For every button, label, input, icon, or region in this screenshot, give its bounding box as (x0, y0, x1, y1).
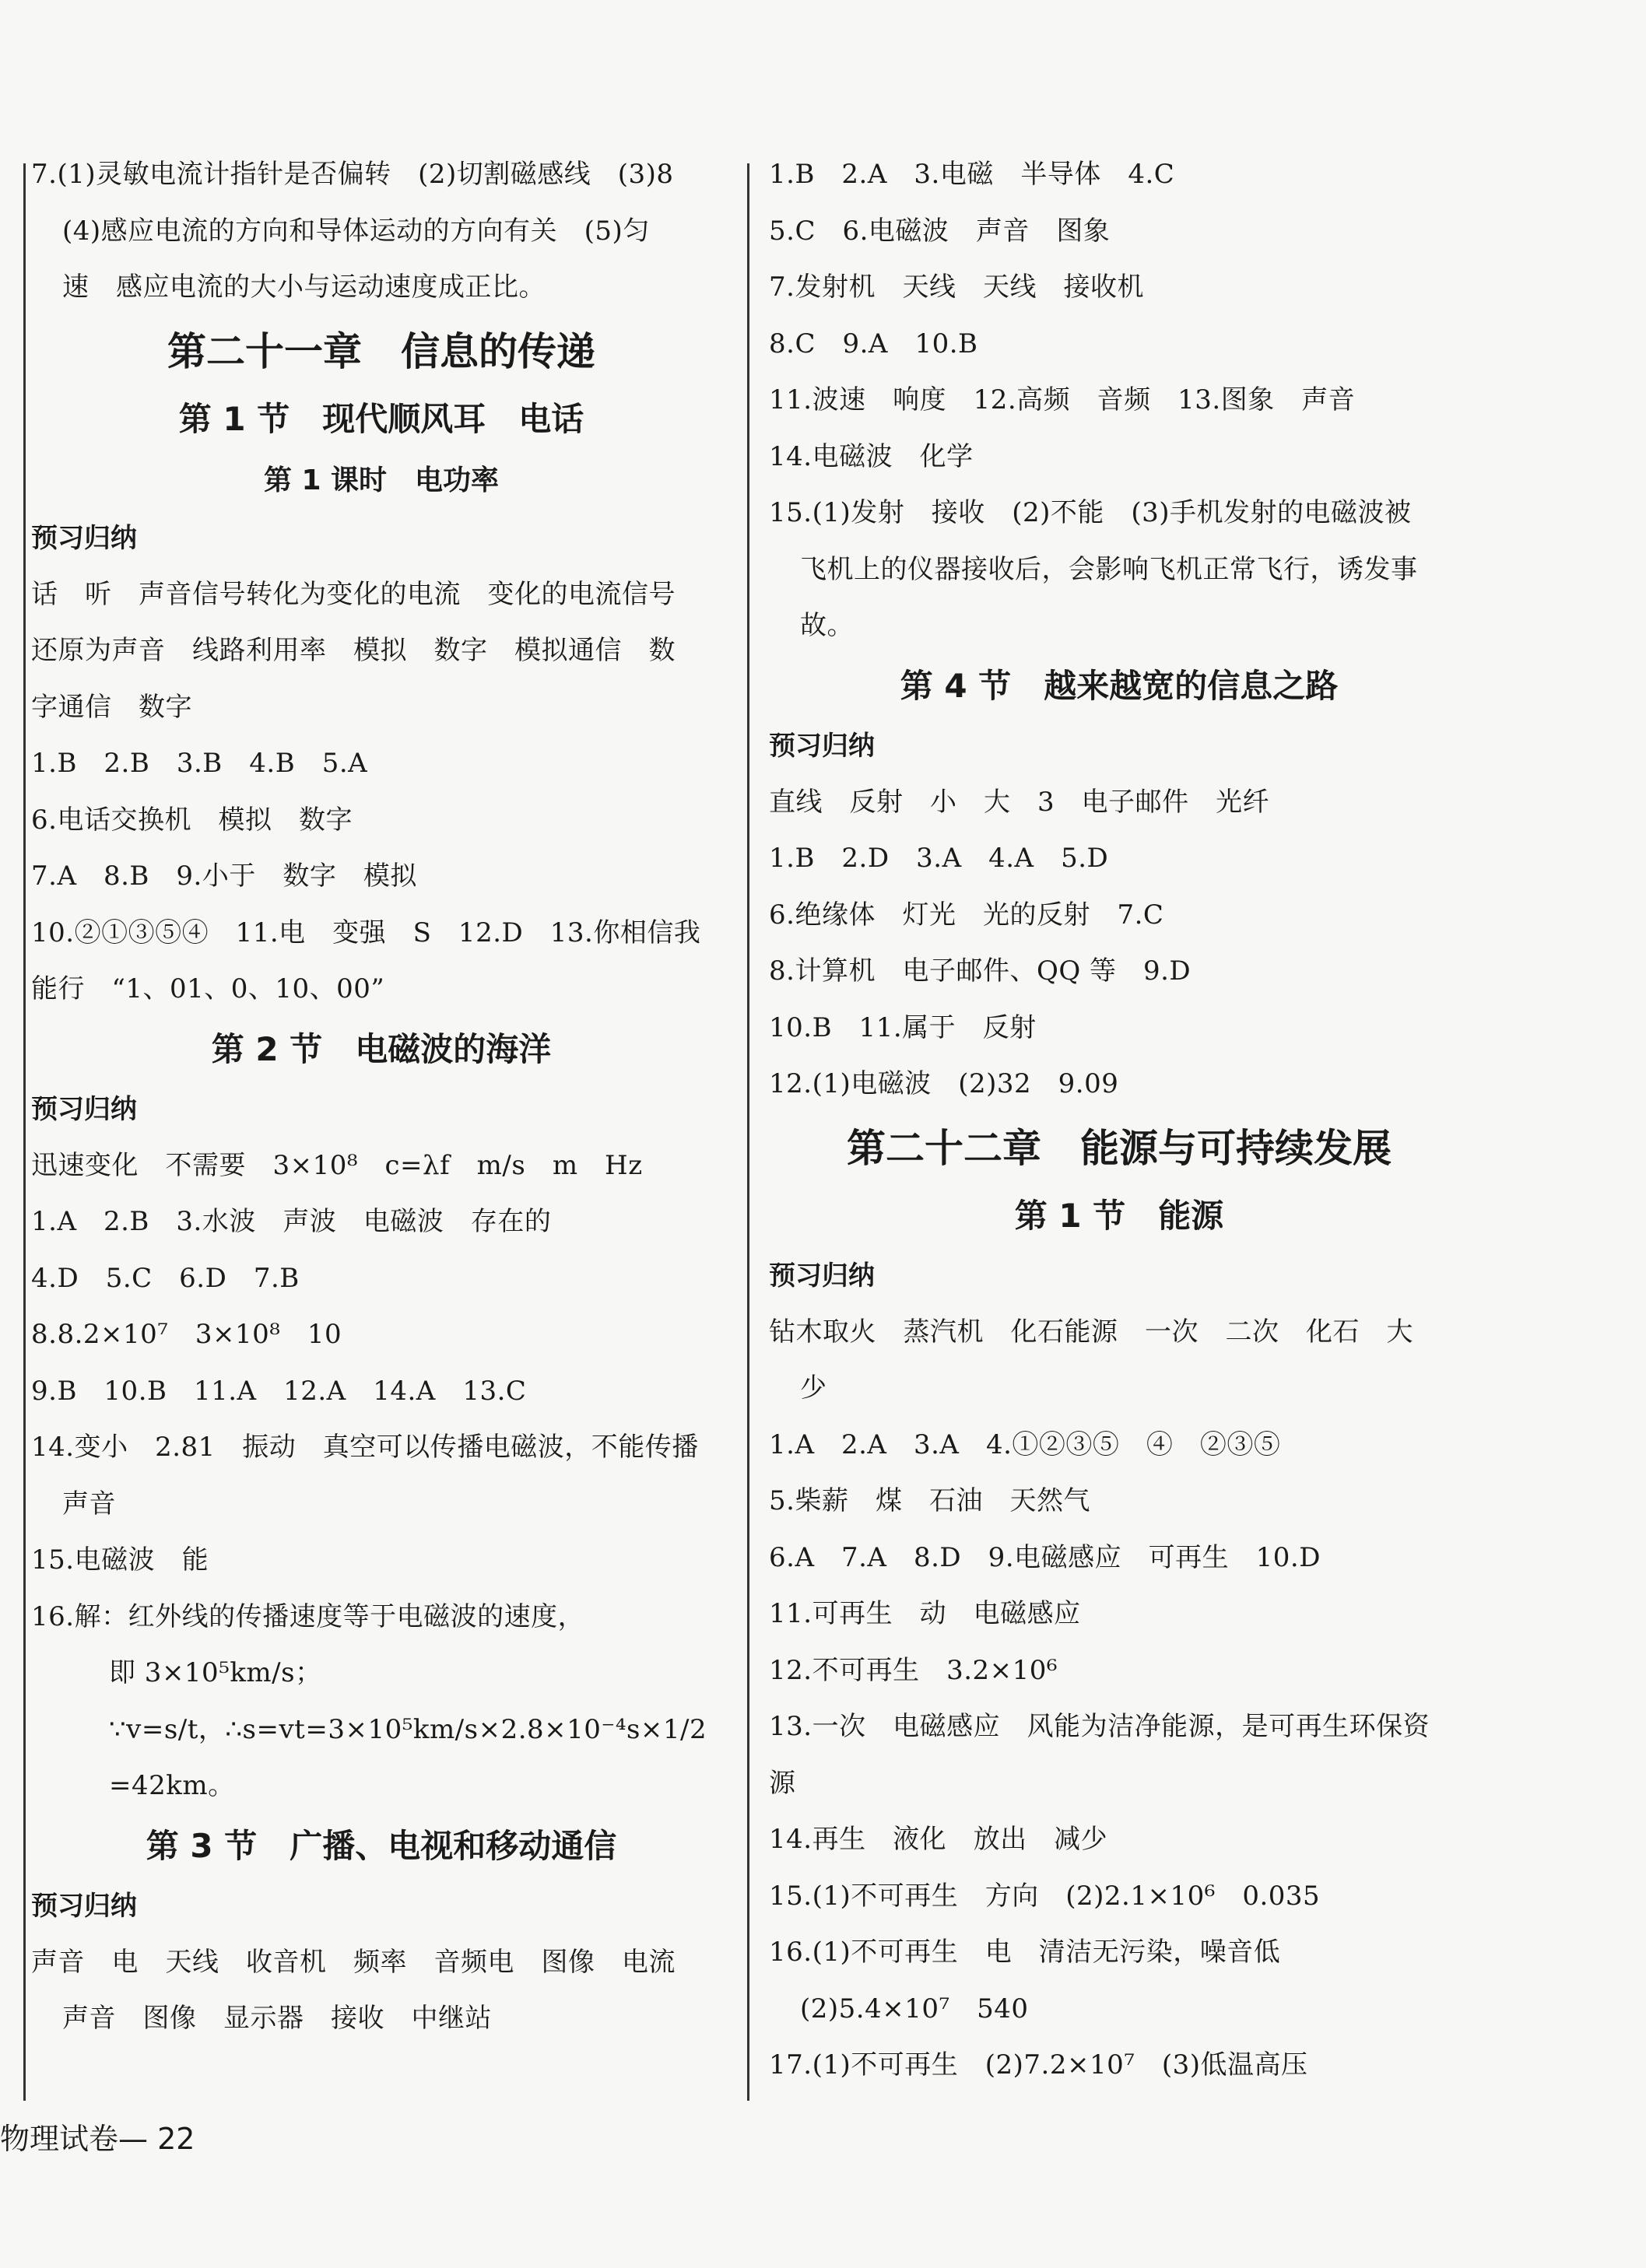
answer-line: 6.电话交换机 模拟 数字 (31, 804, 353, 836)
solution-step: 即 3×10⁵km/s； (109, 1657, 322, 1688)
answer-line-continued: 故。 (800, 610, 854, 641)
answer-line: 7.发射机 天线 天线 接收机 (769, 272, 1144, 303)
answer-line: 12.不可再生 3.2×10⁶ (769, 1654, 1058, 1686)
answer-line: 9.B 10.B 11.A 12.A 14.A 13.C (31, 1375, 527, 1407)
column-divider (747, 163, 749, 2101)
answer-line: 10.②①③⑤④ 11.电 变强 S 12.D 13.你相信我 (31, 917, 701, 948)
answer-line: 4.D 5.C 6.D 7.B (31, 1262, 300, 1294)
answer-line: 13.一次 电磁感应 风能为洁净能源，是可再生环保资 (769, 1711, 1430, 1742)
answer-line: 14.电磁波 化学 (769, 440, 974, 472)
section-title: 第 1 节 现代顺风耳 电话 (178, 399, 584, 438)
left-margin-rule (23, 163, 26, 2101)
lesson-title: 第 1 课时 电功率 (263, 464, 500, 496)
preview-heading: 预习归纳 (769, 730, 875, 762)
solution-step: ∵v=s/t，∴s=vt=3×10⁵km/s×2.8×10⁻⁴s×1/2 (109, 1713, 707, 1745)
preview-heading: 预习归纳 (31, 1093, 137, 1125)
answer-line: 8.8.2×10⁷ 3×10⁸ 10 (31, 1319, 342, 1350)
answer-line: 1.B 2.A 3.电磁 半导体 4.C (769, 159, 1175, 190)
answer-line: 6.绝缘体 灯光 光的反射 7.C (769, 899, 1164, 931)
answer-line: 8.C 9.A 10.B (769, 328, 978, 359)
answer-line: 直线 反射 小 大 3 电子邮件 光纤 (769, 786, 1270, 818)
answer-line-continued: 声音 图像 显示器 接收 中继站 (62, 2003, 492, 2034)
left-column (31, 146, 732, 2047)
solution-step: =42km。 (109, 1770, 235, 1801)
answer-line: 8.计算机 电子邮件、QQ 等 9.D (769, 955, 1192, 987)
answer-line: 7.(1)灵敏电流计指针是否偏转 (2)切割磁感线 (3)8 (31, 159, 674, 190)
preview-heading: 预习归纳 (31, 522, 137, 554)
answer-line: 源 (769, 1767, 796, 1799)
answer-line: 16.(1)不可再生 电 清洁无污染，噪音低 (769, 1937, 1281, 1968)
preview-heading: 预习归纳 (31, 1890, 137, 1922)
answer-line: 17.(1)不可再生 (2)7.2×10⁷ (3)低温高压 (769, 2049, 1308, 2080)
answer-line: 5.C 6.电磁波 声音 图象 (769, 215, 1111, 247)
answer-line: 7.A 8.B 9.小于 数字 模拟 (31, 861, 417, 892)
section-title: 第 4 节 越来越宽的信息之路 (900, 666, 1339, 705)
answer-line: 16.解：红外线的传播速度等于电磁波的速度， (31, 1600, 585, 1632)
section-title: 第 3 节 广播、电视和移动通信 (146, 1826, 617, 1865)
answer-line: 声音 电 天线 收音机 频率 音频电 图像 电流 (31, 1946, 676, 1978)
answer-line: 1.B 2.B 3.B 4.B 5.A (31, 748, 368, 779)
answer-line: 1.B 2.D 3.A 4.A 5.D (769, 843, 1109, 874)
answer-line: 1.A 2.A 3.A 4.①②③⑤ ④ ②③⑤ (769, 1428, 1281, 1460)
answer-line: 12.(1)电磁波 (2)32 9.09 (769, 1068, 1119, 1099)
answer-line: 6.A 7.A 8.D 9.电磁感应 可再生 10.D (769, 1541, 1321, 1573)
section-title: 第 1 节 能源 (1014, 1196, 1224, 1235)
answer-line: 字通信 数字 (31, 691, 192, 723)
answer-line: 钻木取火 蒸汽机 化石能源 一次 二次 化石 大 (769, 1316, 1413, 1348)
answer-line-continued: (4)感应电流的方向和导体运动的方向有关 (5)匀 (62, 215, 650, 247)
page-footer: 物理试卷— 22 (0, 2122, 195, 2156)
answer-line: 话 听 声音信号转化为变化的电流 变化的电流信号 (31, 578, 676, 610)
chapter-title: 第二十二章 能源与可持续发展 (847, 1125, 1392, 1171)
answer-line: 能行 “1、01、0、10、00” (31, 973, 385, 1004)
chapter-title: 第二十一章 信息的传递 (167, 328, 595, 374)
answer-line: 11.波速 响度 12.高频 音频 13.图象 声音 (769, 384, 1356, 415)
answer-line: 还原为声音 线路利用率 模拟 数字 模拟通信 数 (31, 635, 676, 666)
right-column (769, 146, 1469, 2094)
answer-line-continued: (2)5.4×10⁷ 540 (800, 1993, 1029, 2024)
section-title: 第 2 节 电磁波的海洋 (211, 1029, 552, 1068)
answer-line: 5.柴薪 煤 石油 天然气 (769, 1485, 1090, 1516)
answer-line: 14.变小 2.81 振动 真空可以传播电磁波，不能传播 (31, 1432, 699, 1463)
answer-line-continued: 少 (800, 1372, 827, 1404)
answer-line: 11.可再生 动 电磁感应 (769, 1598, 1081, 1629)
answer-line: 15.电磁波 能 (31, 1544, 209, 1576)
answer-line: 14.再生 液化 放出 减少 (769, 1824, 1108, 1855)
answer-line: 15.(1)发射 接收 (2)不能 (3)手机发射的电磁波被 (769, 497, 1412, 528)
answer-line: 15.(1)不可再生 方向 (2)2.1×10⁶ 0.035 (769, 1880, 1321, 1912)
answer-line: 1.A 2.B 3.水波 声波 电磁波 存在的 (31, 1206, 552, 1237)
preview-heading: 预习归纳 (769, 1260, 875, 1292)
answer-line-continued: 速 感应电流的大小与运动速度成正比。 (62, 272, 546, 303)
answer-line: 10.B 11.属于 反射 (769, 1011, 1037, 1043)
answer-line-continued: 飞机上的仪器接收后，会影响飞机正常飞行，诱发事 (800, 553, 1418, 585)
answer-line: 迅速变化 不需要 3×10⁸ c=λf m/s m Hz (31, 1149, 643, 1181)
answer-line-continued: 声音 (62, 1488, 116, 1520)
